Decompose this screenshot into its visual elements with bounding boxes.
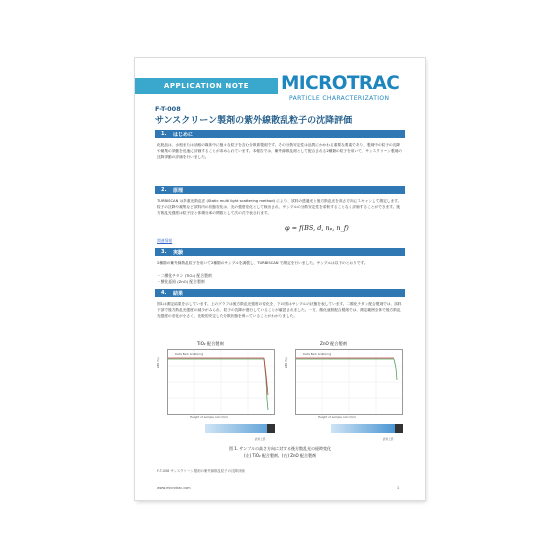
footer-note: F-T-008 サンスクリーン製剤の紫外線散乱粒子の沈降評価 [157, 469, 245, 473]
section-header-experiment [155, 248, 405, 256]
section-label: 実験 [173, 249, 184, 256]
application-note-banner: APPLICATION NOTE [135, 78, 278, 94]
document-id: F-T-008 [155, 105, 181, 113]
y-axis-label: ΔBS (%) [157, 357, 160, 368]
footer-url[interactable]: www.microtrac.com [157, 486, 191, 490]
brand-logo-text: MICROTRAC [281, 73, 400, 94]
chart-plot-zno [296, 350, 402, 414]
results-paragraph: 図1は測定結果を示しています。上のグラフは後方散乱光強度の変化を、下の図はサンプルの状態を表しています。二酸化チタン配合製剤では、試料下部で後方散乱光強度の減少がみられ、粒子の沈降が進行していることが確認されました。一方、酸化亜鉛配合製剤では、測定範囲全体で後方散乱光強度の変化が小さく、比較的安定した分散状態を保っていることがわかりました。 [157, 302, 402, 318]
sample-item: ・二酸化チタン (TiO₂) 配合製剤 [157, 273, 212, 278]
sample-cell-zno [331, 424, 401, 433]
section-number: 4. [161, 290, 167, 296]
section-number: 1. [161, 131, 167, 137]
chart-legend: Delta Back Scattering [303, 353, 332, 356]
section-label: 原理 [173, 187, 184, 194]
sample-cell-cap [267, 424, 275, 433]
page-number: 1 [397, 486, 400, 490]
sample-top-label: 試料上部 [255, 438, 266, 441]
chart-title: TiO₂ 配合製剤 [197, 341, 224, 346]
principle-paragraph: TURBISCAN は多重光散乱法 (Static multi light scattering method) により、試料の透過光と後方散乱光を高さ方向にスキャンして測定します。粒子の沈降や凝集など試料内の状態変化は、光の強度変化として検出され、サンプルの分散安定性を希釈することなく評価することができます。後方散乱光強度は粒子径と体積分率の関数として次の式で表されます。 [157, 199, 402, 215]
sample-cell-tio2 [205, 424, 273, 433]
section-label: 結果 [173, 290, 184, 297]
figure-caption-sub: (左) TiO₂ 配合製剤、(右) ZnO 配合製剤 [244, 453, 316, 458]
y-axis-label: ΔBS (%) [285, 357, 288, 368]
backscatter-chart-tio2 [167, 349, 275, 415]
section-header-principle [155, 186, 405, 194]
chart-plot-tio2 [168, 350, 274, 414]
section-header-intro [155, 130, 405, 138]
x-axis-label: Height of sample cell (mm) [190, 415, 229, 419]
x-axis-label: Height of sample cell (mm) [318, 415, 357, 419]
section-header-results [155, 289, 405, 297]
figure-caption: 図 1. サンプルの高さ方向に対する後方散乱光の経時変化 [229, 446, 331, 451]
section-number: 3. [161, 249, 167, 255]
intro-paragraph: 化粧品は、水相または油相の媒体中に様々な粒子を含む分散系製剤です。その分散安定性は品質にかかわる重要な要素であり、製剤中の粒子の沈降や凝集の挙動を迅速に評価することが求められています。本報告では、紫外線散乱剤として配合される2種類の粒子を用いて、サンスクリーン製剤の沈降挙動の評価を行いました。 [157, 143, 402, 159]
brand-subtitle: PARTICLE CHARACTERIZATION [289, 95, 390, 102]
formula: φ = f(BS, d, nₚ, n_f) [285, 224, 349, 232]
document-title: サンスクリーン製剤の紫外線散乱粒子の沈降評価 [155, 116, 353, 126]
experiment-paragraph: 2種類の紫外線散乱粒子を用いて2種類のサンプルを調製し、TURBISCAN で測定を行いました。サンプルは以下のとおりです。 [157, 261, 368, 265]
document-page [135, 58, 425, 500]
backscatter-chart-zno [295, 349, 403, 415]
chart-title: ZnO 配合製剤 [320, 341, 347, 346]
related-info-link[interactable]: 関連情報 [157, 238, 173, 243]
sample-top-label: 試料上部 [383, 438, 394, 441]
sample-cell-cap [395, 424, 403, 433]
section-label: はじめに [173, 131, 194, 138]
chart-legend: Delta Back Scattering [175, 353, 204, 356]
section-number: 2. [161, 187, 167, 193]
sample-item: ・酸化亜鉛 (ZnO) 配合製剤 [157, 279, 205, 284]
